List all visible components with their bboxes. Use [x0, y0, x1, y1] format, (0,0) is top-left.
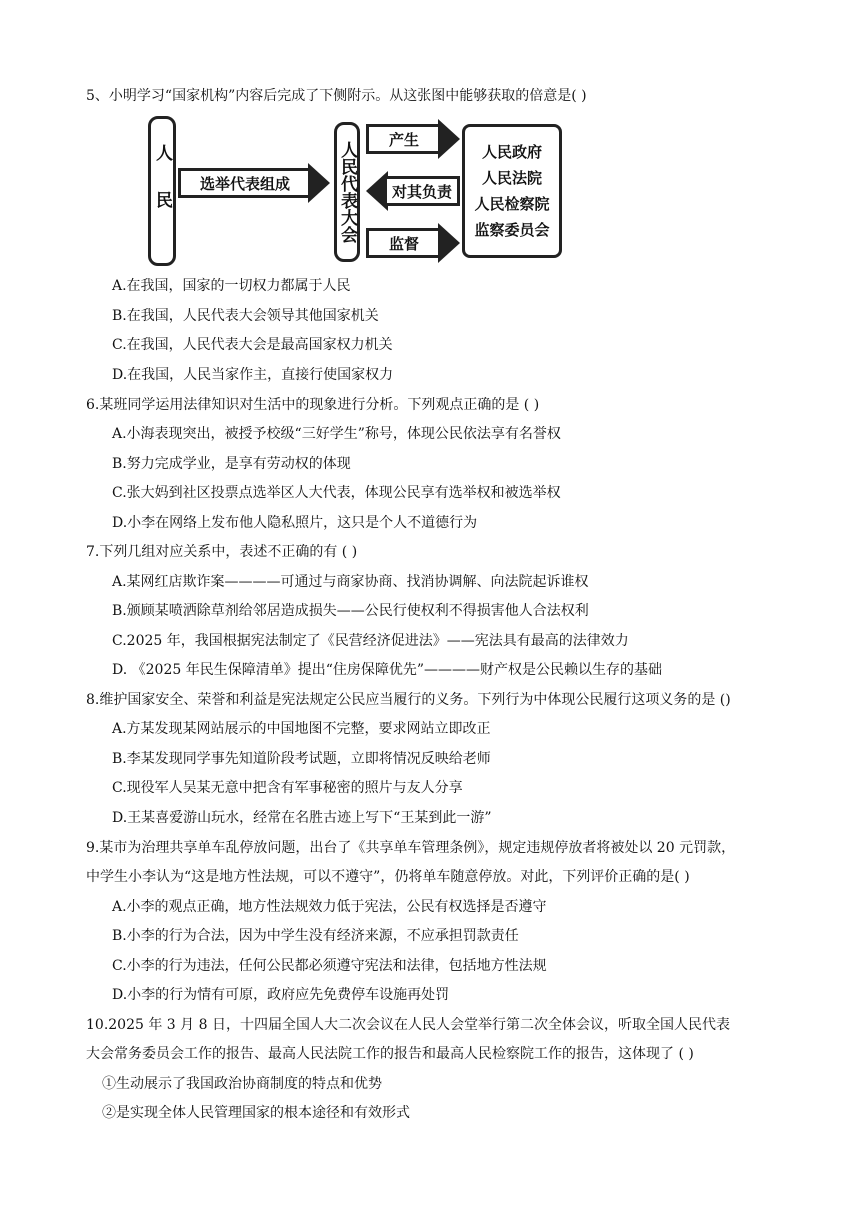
- q5-option-d: D.在我国，人民当家作主，直接行使国家权力: [112, 367, 394, 383]
- q5-option-b: B.在我国，人民代表大会领导其他国家机关: [112, 308, 379, 324]
- org-court: 人民法院: [481, 169, 542, 187]
- produce-arrowhead: [438, 119, 460, 159]
- q9-option-d: D.小李的行为情有可原，政府应先免费停车设施再处罚: [112, 987, 450, 1003]
- q6-option-a: A.小海表现突出，被授予校级“三好学生”称号，体现公民依法享有名誉权: [112, 426, 561, 442]
- produce-arrow: [366, 124, 460, 154]
- q5-option-c: C.在我国，人民代表大会是最高国家权力机关: [112, 337, 393, 353]
- npc-label: 人民代表大会: [337, 141, 357, 243]
- org-supervisory-commission: 监察委员会: [474, 221, 550, 239]
- q10-stem-line-2: 大会常务委员会工作的报告、最高人民法院工作的报告和最高人民检察院工作的报告，这体现了 ( ): [86, 1046, 694, 1062]
- org-procuratorate: 人民检察院: [474, 195, 550, 213]
- q9-option-c: C.小李的行为违法，任何公民都必须遵守宪法和法律，包括地方性法规: [112, 958, 547, 974]
- npc-box: [334, 122, 360, 262]
- q5-stem: 5、小明学习“国家机构”内容后完成了下侧附示。从这张图中能够获取的倍意是( ): [86, 88, 587, 104]
- elect-arrow: [178, 168, 330, 198]
- people-label: 人民: [152, 144, 172, 238]
- q10-item-1: ①生动展示了我国政治协商制度的特点和优势: [102, 1076, 382, 1092]
- state-organs-diagram: [140, 112, 564, 270]
- q7-option-c: C.2025 年，我国根据宪法制定了《民营经济促进法》——宪法具有最高的法律效力: [112, 633, 629, 649]
- q9-option-a: A.小李的观点正确，地方性法规效力低于宪法，公民有权选择是否遵守: [112, 899, 547, 915]
- q7-option-a: A.某网红店欺诈案————可通过与商家协商、找消协调解、向法院起诉谁权: [112, 574, 589, 590]
- q6-option-c: C.张大妈到社区投票点选举区人大代表，体现公民享有选举权和被选举权: [112, 485, 561, 501]
- q8-option-a: A.方某发现某网站展示的中国地图不完整，要求网站立即改正: [112, 721, 491, 737]
- q6-option-d: D.小李在网络上发布他人隐私照片，这只是个人不道德行为: [112, 515, 478, 531]
- q7-stem: 7.下列几组对应关系中，表述不正确的有 ( ): [86, 544, 358, 560]
- supervise-arrowhead: [438, 223, 460, 263]
- q6-stem: 6.某班同学运用法律知识对生活中的现象进行分析。下列观点正确的是 ( ): [86, 397, 540, 413]
- q9-option-b: B.小李的行为合法，因为中学生没有经济来源，不应承担罚款责任: [112, 928, 519, 944]
- q5-option-a: A.在我国，国家的一切权力都属于人民: [112, 278, 351, 294]
- q6-option-b: B.努力完成学业，是享有劳动权的体现: [112, 456, 351, 472]
- q10-stem-line-1: 10.2025 年 3 月 8 日，十四届全国人大二次会议在人民人会堂举行第二次全体会议，听取全国人民代表: [86, 1017, 730, 1033]
- people-box: [148, 116, 176, 266]
- elect-label: 选举代表组成: [178, 168, 312, 198]
- q9-stem-line-1: 9.某市为治理共享单车乱停放问题，出台了《共享单车管理条例》，规定违规停放者将被处以 20 元罚款，: [86, 840, 736, 856]
- org-government: 人民政府: [481, 143, 542, 161]
- supervise-arrow: [366, 228, 460, 258]
- q9-stem-line-2: 中学生小李认为“这是地方性法规，可以不遵守”，仍将单车随意停放。对此，下列评价正确的是( ): [86, 869, 690, 885]
- q8-option-b: B.李某发现同学事先知道阶段考试题，立即将情况反映给老师: [112, 751, 491, 767]
- responsible-arrow: [366, 176, 460, 206]
- q7-option-d: D. 《2025 年民生保障清单》提出“住房保障优先”————财产权是公民赖以生存的基础: [112, 662, 663, 678]
- responsible-label: 对其负责: [384, 176, 460, 206]
- q10-item-2: ②是实现全体人民管理国家的根本途径和有效形式: [102, 1105, 410, 1121]
- produce-label: 产生: [366, 124, 442, 154]
- q8-stem: 8.维护国家安全、荣誉和利益是宪法规定公民应当履行的义务。下列行为中体现公民履行这项义务的是 (): [86, 692, 731, 708]
- supervise-label: 监督: [366, 228, 442, 258]
- q8-option-c: C.现役军人吴某无意中把含有军事秘密的照片与友人分享: [112, 780, 463, 796]
- state-organs-box: [462, 124, 562, 258]
- q7-option-b: B.颁顾某喷洒除草剂给邻居造成损失——公民行使权利不得损害他人合法权利: [112, 603, 589, 619]
- elect-arrowhead: [308, 163, 330, 203]
- q8-option-d: D.王某喜爱游山玩水，经常在名胜古迹上写下“王某到此一游”: [112, 810, 492, 826]
